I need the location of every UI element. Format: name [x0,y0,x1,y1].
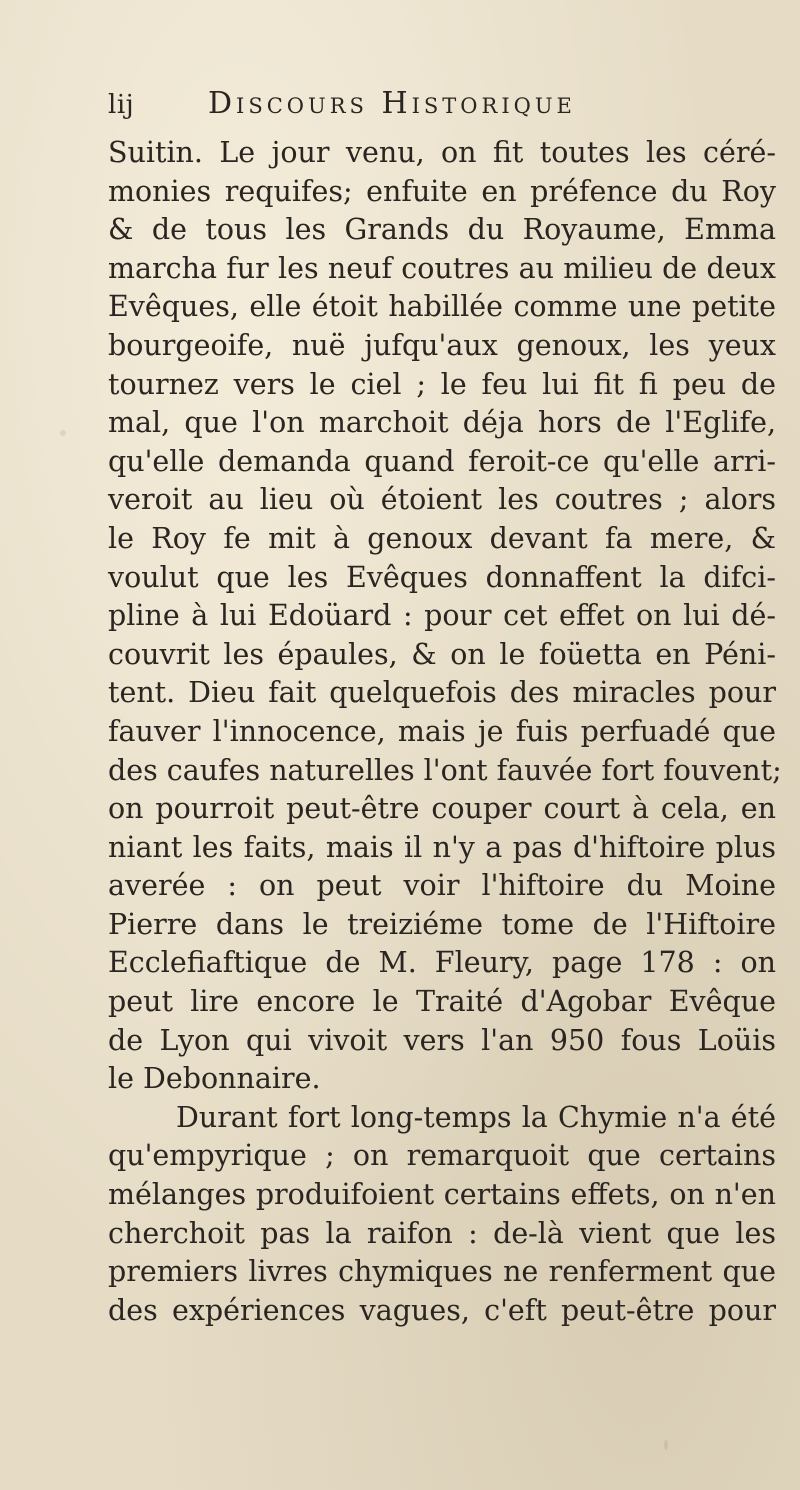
paper-stain [60,430,66,436]
text-line: mal, que l'on marchoit déja hors de l'Eglife, [108,406,776,440]
text-line: Durant fort long-temps la Chymie n'a été [176,1100,776,1134]
text-line: monies requifes; enfuite en préfence du Roy [108,174,776,208]
text-line: couvrit les épaules, & on le foüetta en Péni- [108,637,776,671]
text-line: veroit au lieu où étoient les coutres ; alors [108,483,776,517]
page-number: lij [108,90,135,120]
text-line: bourgeoife, nuë jufqu'aux genoux, les yeux [108,328,776,362]
text-line: niant les faits, mais il n'y a pas d'hiftoire plus [108,830,776,864]
text-line: qu'empyrique ; on remarquoit que certains [108,1139,776,1173]
text-line: le Roy fe mit à genoux devant fa mere, & [108,521,776,555]
text-line: Suitin. Le jour venu, on fit toutes les céré- [108,136,776,169]
book-page [108,86,782,1330]
text-line: premiers livres chymiques ne renferment que [108,1255,776,1289]
text-line: Pierre dans le treiziéme tome de l'Hiftoire [108,907,776,941]
text-line: le Debonnaire. [108,1062,321,1096]
text-line: peut lire encore le Traité d'Agobar Evêque [108,985,776,1019]
body-text [108,134,782,1330]
text-line: de Lyon qui vivoit vers l'an 950 fous Loüis [108,1023,776,1057]
text-line: Ecclefiaftique de M. Fleury, page 178 : on [108,946,776,980]
text-line: voulut que les Evêques donnaffent la difci- [108,560,776,594]
running-title: Discours Historique [208,86,576,121]
paper-stain [664,1440,668,1450]
text-line: des expériences vagues, c'eft peut-être pour [108,1293,776,1327]
text-line: qu'elle demanda quand feroit-ce qu'elle arri- [108,444,776,478]
text-line: tournez vers le ciel ; le feu lui fit fi peu de [108,367,776,401]
text-line: averée : on peut voir l'hiftoire du Moine [108,869,776,903]
text-line: des caufes naturelles l'ont fauvée fort fouvent; [108,753,782,787]
text-line: cherchoit pas la raifon : de-là vient que les [108,1216,776,1250]
text-line: marcha fur les neuf coutres au milieu de deux [108,251,776,285]
text-line: on pourroit peut-être couper court à cela, en [108,792,776,826]
text-line: tent. Dieu fait quelquefois des miracles pour [108,676,776,710]
text-line: Evêques, elle étoit habillée comme une petite [108,290,776,324]
text-line: fauver l'innocence, mais je fuis perfuadé que [108,714,776,748]
text-line: & de tous les Grands du Royaume, Emma [108,213,776,247]
text-line: pline à lui Edoüard : pour cet effet on lui dé- [108,599,776,633]
running-head [108,86,776,128]
text-line: mélanges produifoient certains effets, on n'en [108,1178,776,1212]
